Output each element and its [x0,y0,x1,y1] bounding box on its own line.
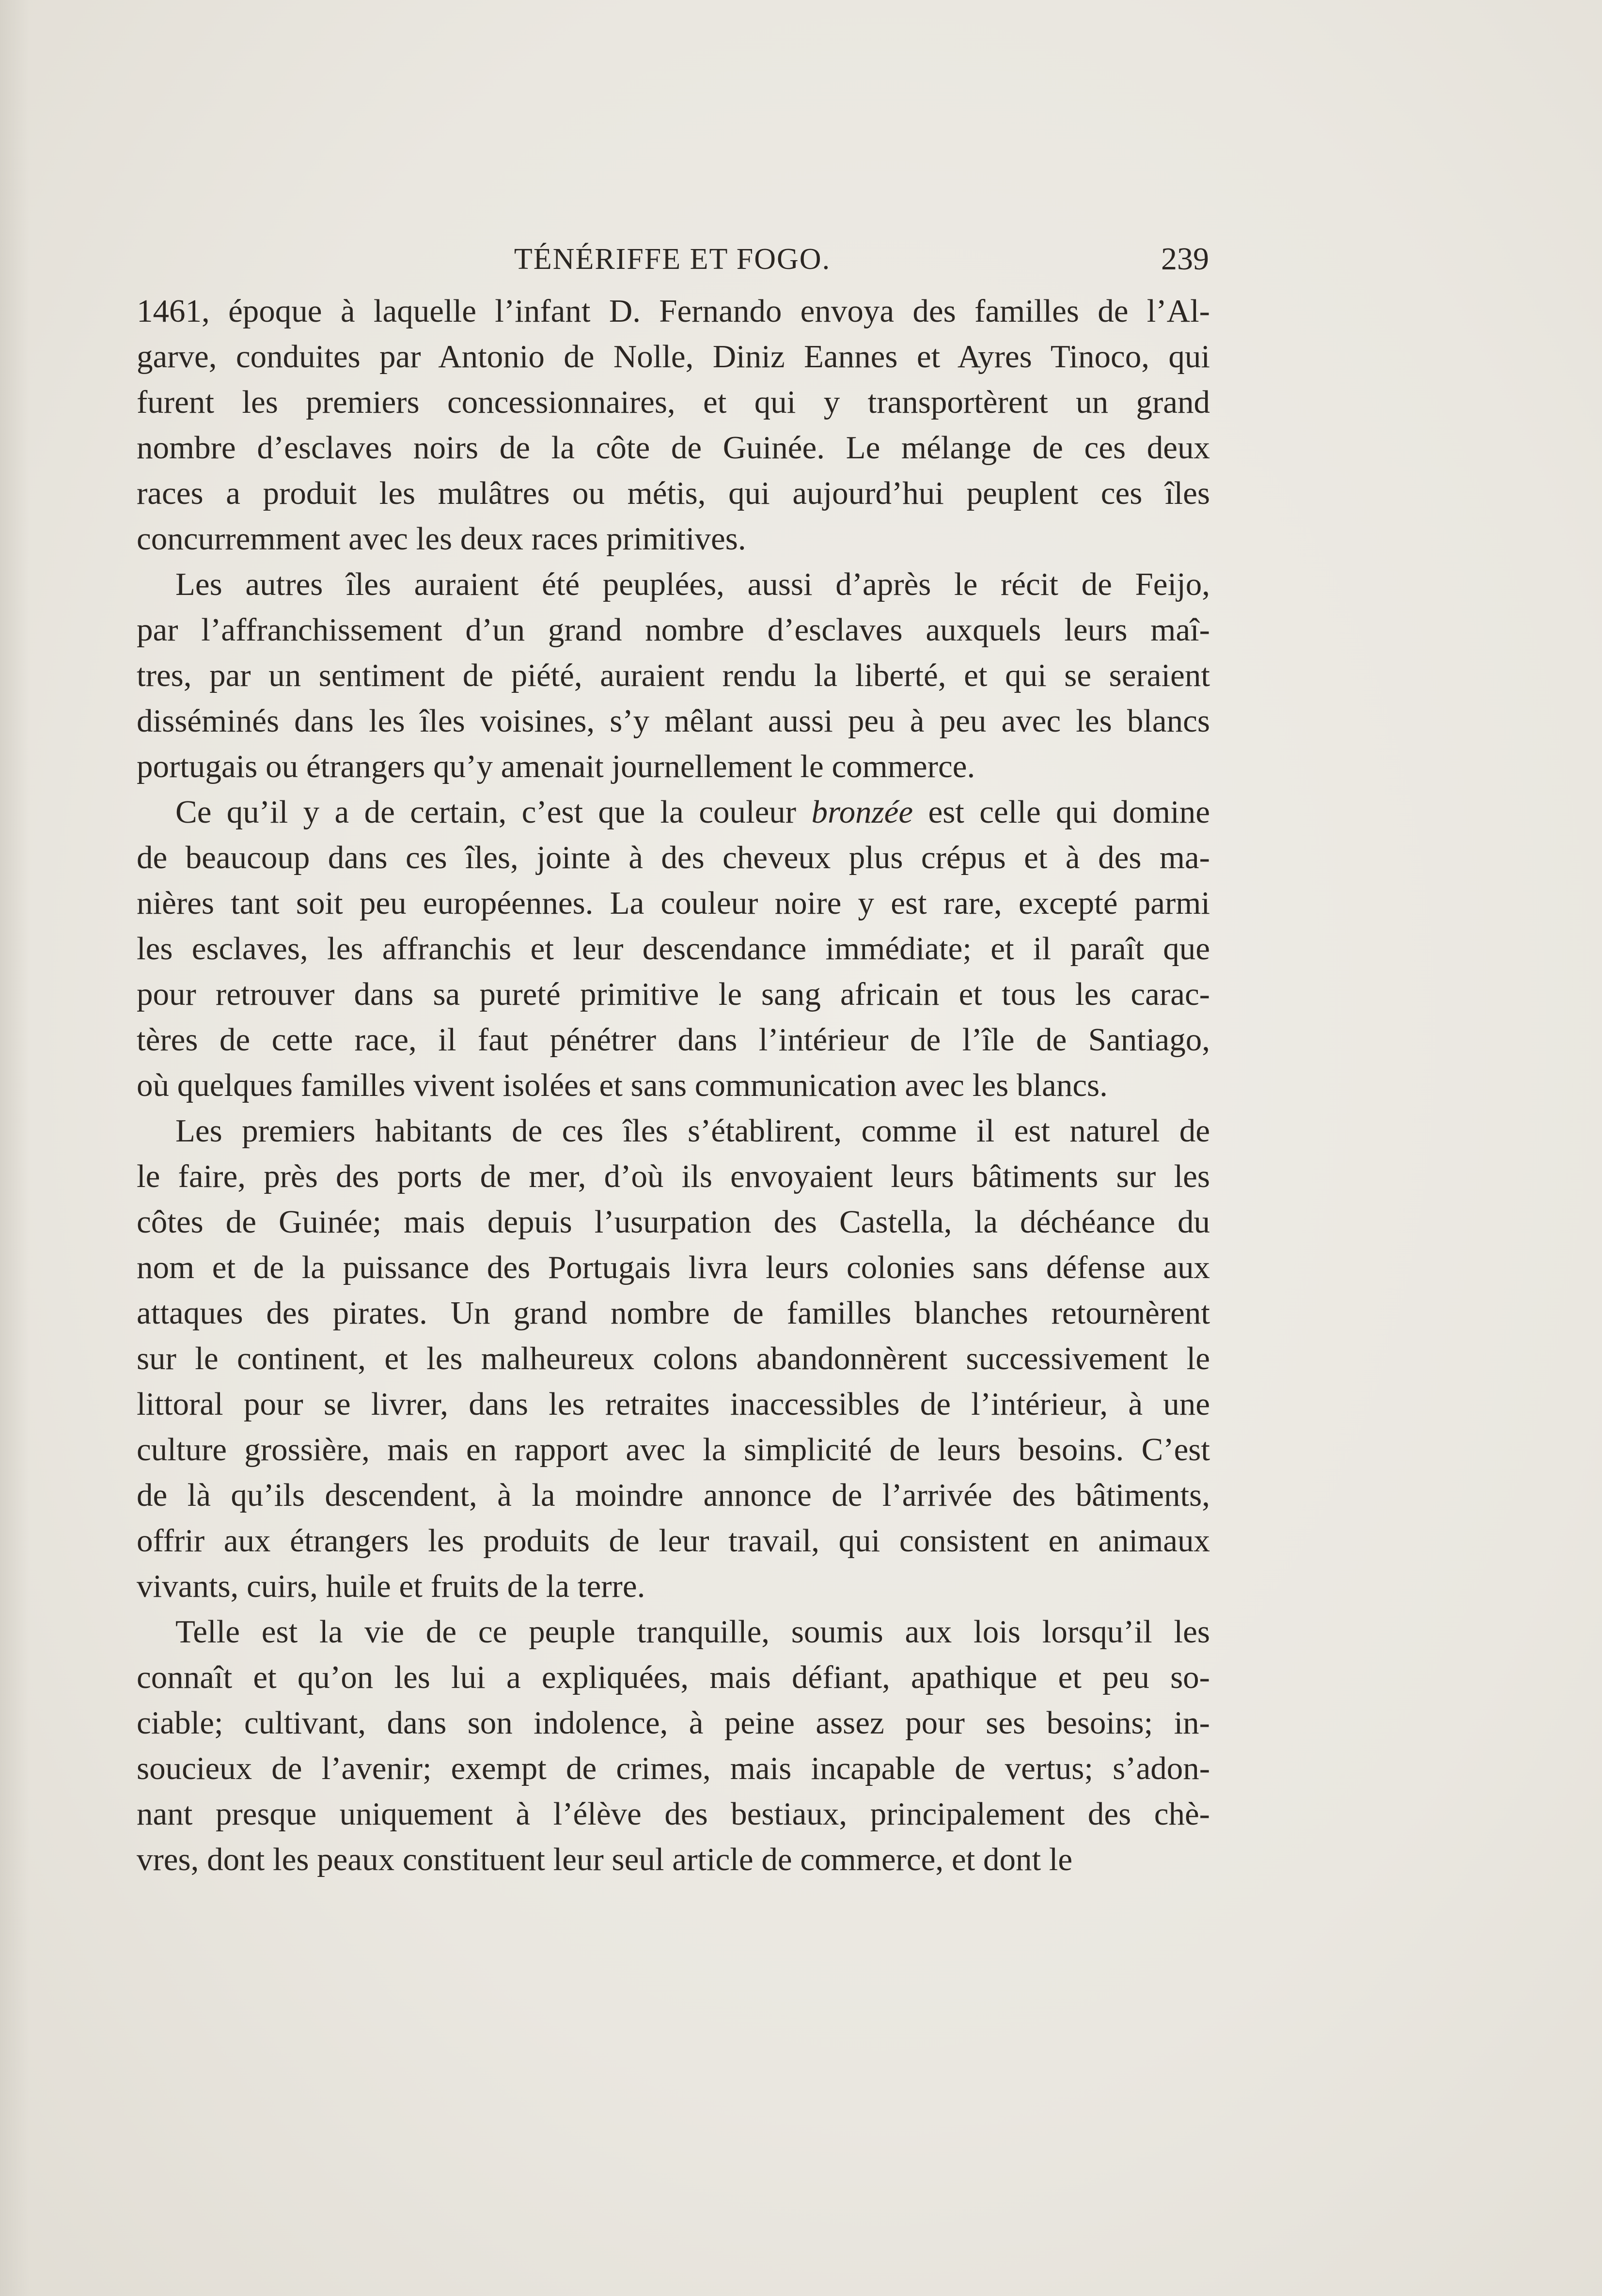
text-line: ciable; cultivant, dans son indolence, à peine assez pour ses besoins; in- [137,1705,1210,1741]
text-line: sur le continent, et les malheureux colons abandonnèrent successivement le [137,1341,1210,1376]
emphasis: bronzée [811,794,913,830]
text-line: Les autres îles auraient été peuplées, aussi d’après le récit de Feijo, [175,566,1210,602]
text-line: vivants, cuirs, huile et fruits de la terre. [137,1568,645,1604]
text-line: tres, par un sentiment de piété, auraient rendu la liberté, et qui se seraient [137,657,1210,693]
page-number: 239 [1161,241,1209,277]
text-line: portugais ou étrangers qu’y amenait journellement le commerce. [137,749,975,784]
text-line: littoral pour se livrer, dans les retraites inaccessibles de l’intérieur, à une [137,1386,1210,1422]
text-line: nom et de la puissance des Portugais livra leurs colonies sans défense aux [137,1250,1210,1285]
text-line: concurremment avec les deux races primitives. [137,521,746,557]
text-line: connaît et qu’on les lui a expliquées, mais défiant, apathique et peu so- [137,1659,1210,1695]
text-line: disséminés dans les îles voisines, s’y mêlant aussi peu à peu avec les blancs [137,703,1210,739]
text-line: côtes de Guinée; mais depuis l’usurpation des Castella, la déchéance du [137,1204,1210,1240]
text-line: nombre d’esclaves noirs de la côte de Guinée. Le mélange de ces deux [137,430,1210,466]
paragraph [137,789,1210,1108]
text-line: pour retrouver dans sa pureté primitive le sang africain et tous les carac- [137,976,1210,1012]
text-line: par l’affranchissement d’un grand nombre d’esclaves auxquels leurs maî- [137,612,1210,648]
text-line: culture grossière, mais en rapport avec la simplicité de leurs besoins. C’est [137,1432,1210,1468]
gutter-shadow [0,0,29,2296]
running-head [136,237,1209,281]
text-line: Les premiers habitants de ces îles s’établirent, comme il est naturel de [175,1113,1210,1149]
text-line [137,789,1210,835]
text-span: Ce qu’il y a de certain, c’est que la couleur [175,794,812,830]
paragraph [137,1108,1210,1609]
text-line: les esclaves, les affranchis et leur descendance immédiate; et il paraît que [137,931,1210,967]
text-line: races a produit les mulâtres ou métis, qui aujourd’hui peuplent ces îles [137,475,1210,511]
text-line: le faire, près des ports de mer, d’où ils envoyaient leurs bâtiments sur les [137,1158,1210,1194]
text-line: furent les premiers concessionnaires, et qui y transportèrent un grand [137,384,1210,420]
text-line: garve, conduites par Antonio de Nolle, Diniz Eannes et Ayres Tinoco, qui [137,339,1210,375]
text-line: soucieux de l’avenir; exempt de crimes, mais incapable de vertus; s’adon- [137,1750,1210,1786]
paragraph [137,562,1210,789]
paragraph [137,288,1210,562]
text-span: est celle qui domine [913,794,1210,830]
text-line: 1461, époque à laquelle l’infant D. Fernando envoya des familles de l’Al- [137,293,1210,329]
text-line: tères de cette race, il faut pénétrer dans l’intérieur de l’île de Santiago, [137,1022,1210,1058]
body-text [137,288,1210,1882]
text-line: Telle est la vie de ce peuple tranquille, soumis aux lois lorsqu’il les [175,1614,1210,1650]
text-line: nant presque uniquement à l’élève des bestiaux, principalement des chè- [137,1796,1210,1832]
text-line: nières tant soit peu européennes. La couleur noire y est rare, excepté parmi [137,885,1210,921]
text-line: attaques des pirates. Un grand nombre de familles blanches retournèrent [137,1295,1210,1331]
text-line: de là qu’ils descendent, à la moindre annonce de l’arrivée des bâtiments, [137,1477,1210,1513]
text-line: vres, dont les peaux constituent leur seul article de commerce, et dont le [137,1842,1073,1877]
text-line: de beaucoup dans ces îles, jointe à des cheveux plus crépus et à des ma- [137,840,1210,875]
text-line: où quelques familles vivent isolées et sans communication avec les blancs. [137,1067,1108,1103]
text-line: offrir aux étrangers les produits de leur travail, qui consistent en animaux [137,1523,1210,1559]
running-title: TÉNÉRIFFE ET FOGO. [514,243,831,276]
paragraph [137,1609,1210,1882]
